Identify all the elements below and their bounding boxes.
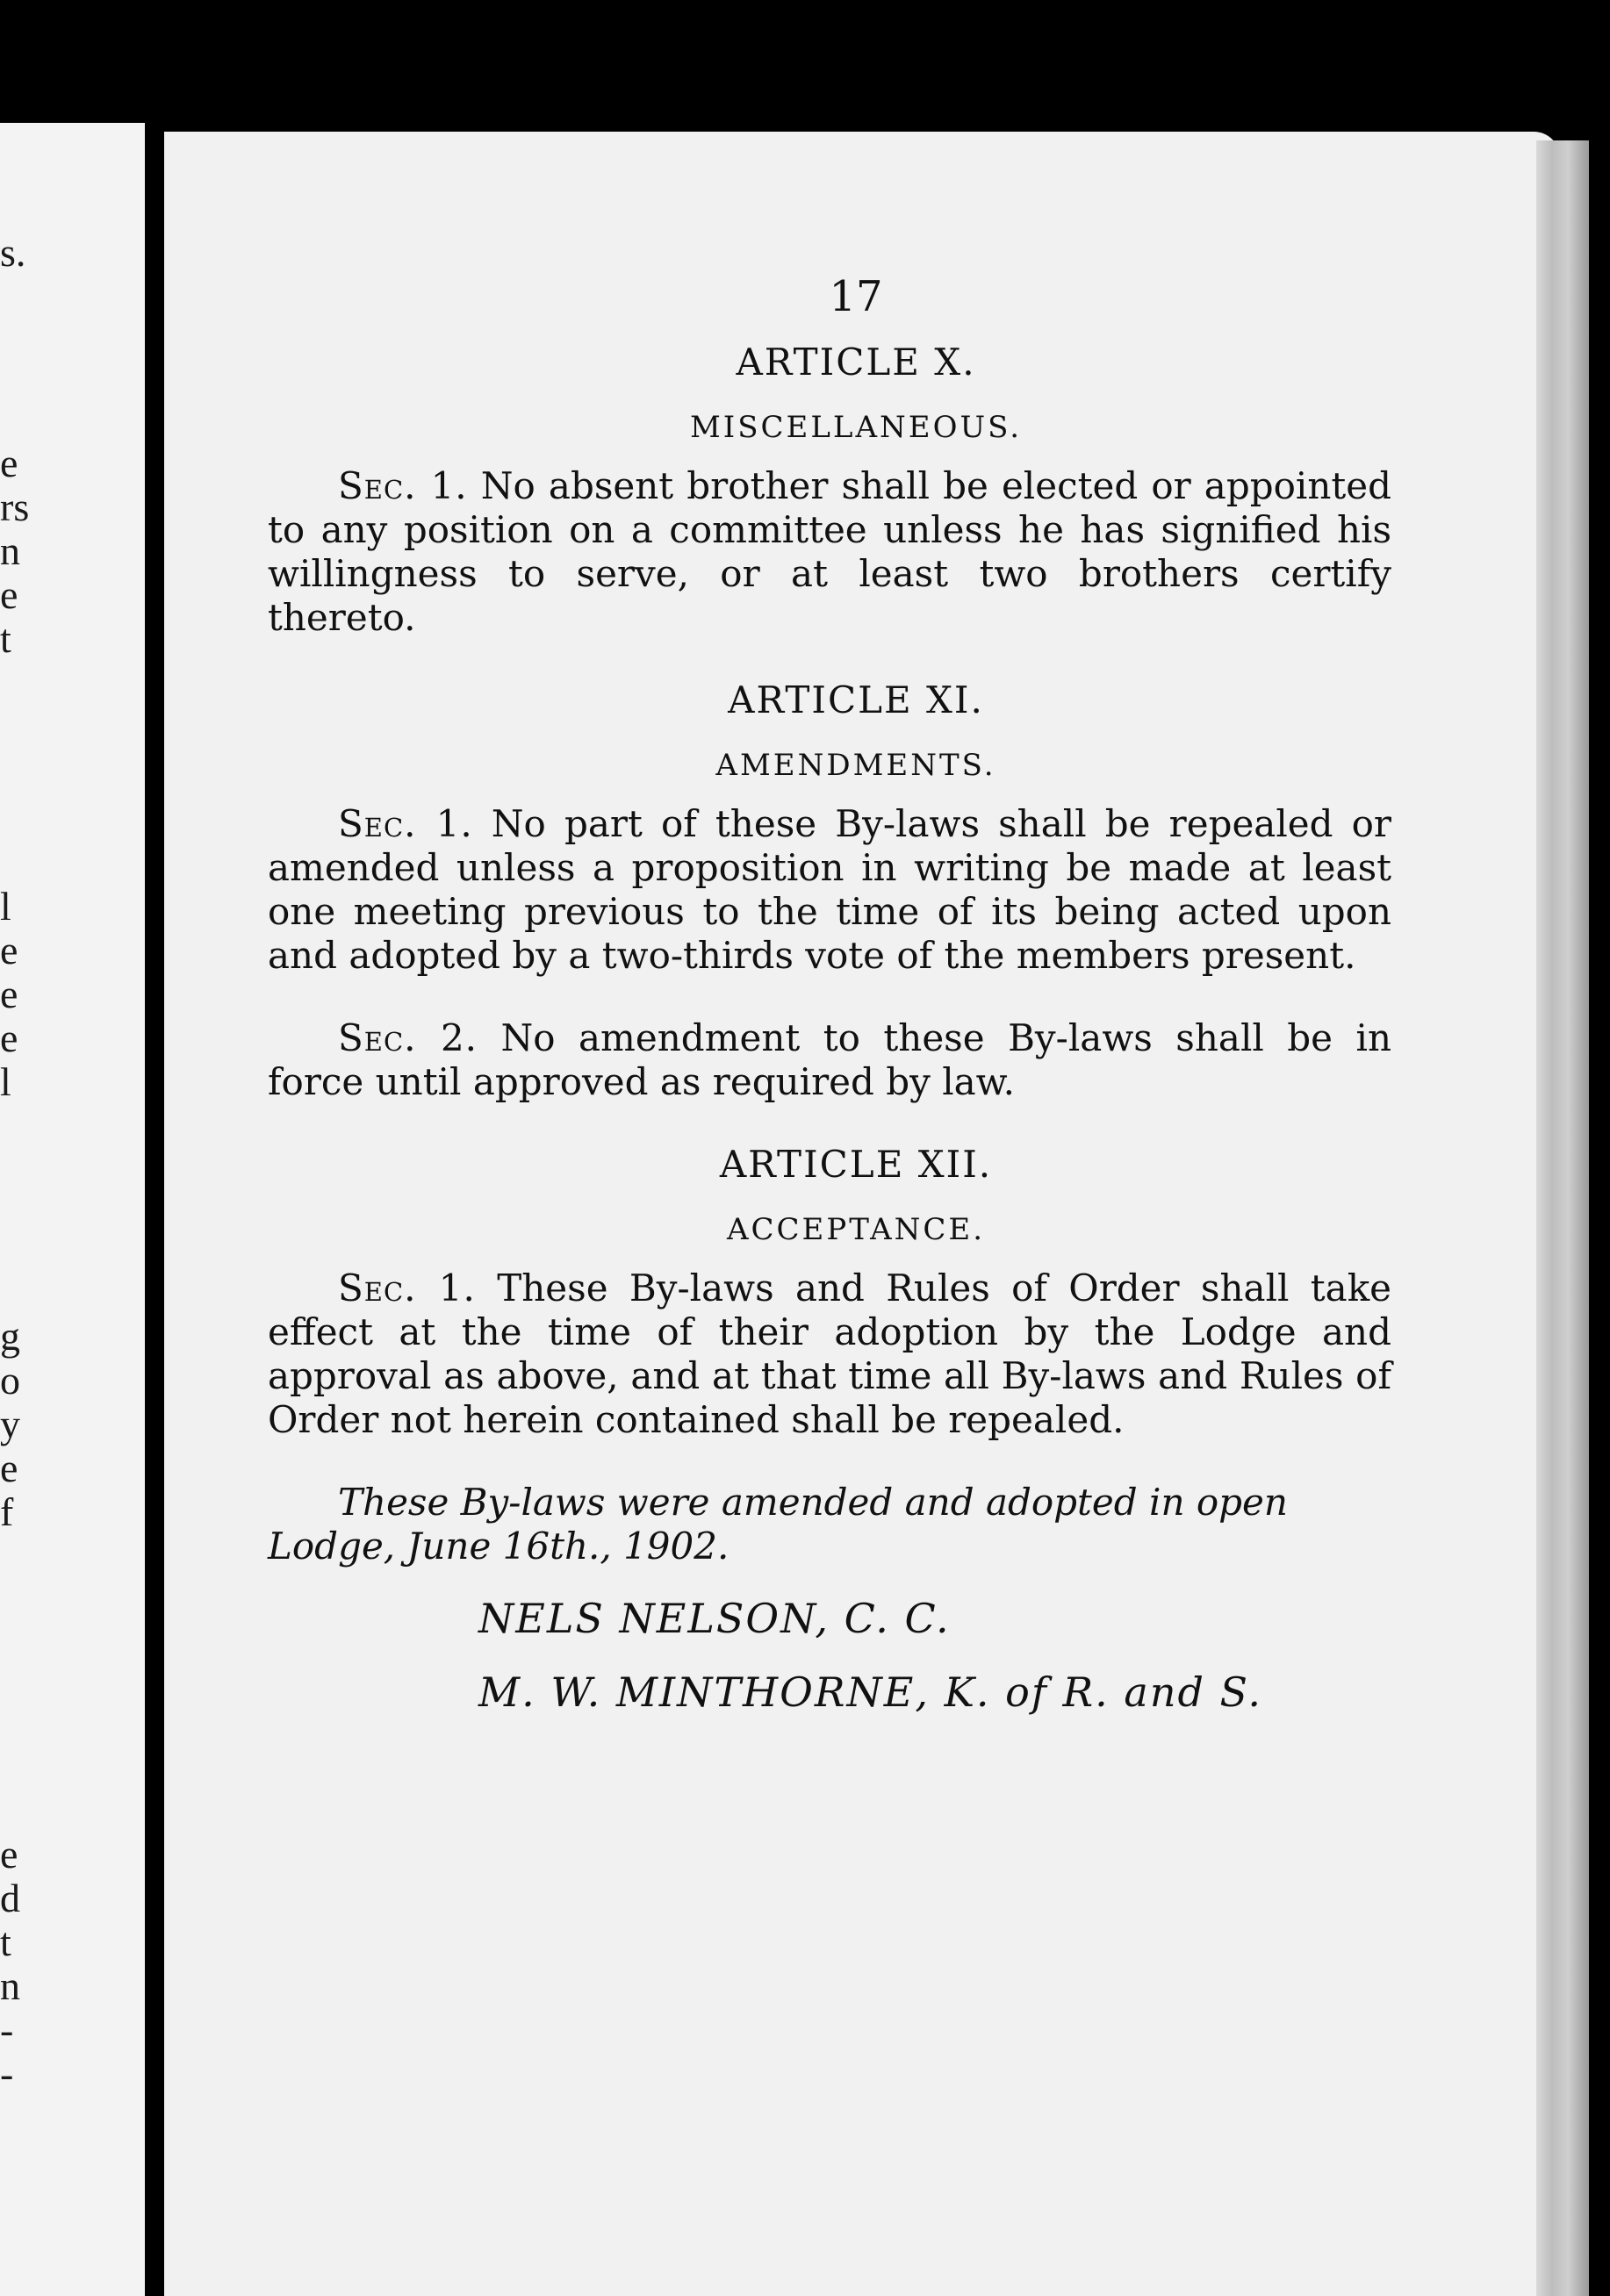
fragment-text: e <box>0 1832 18 1876</box>
section-label: Sec. 1. <box>338 464 468 507</box>
section-text: No absent brother shall be elected or appointed to any position on a committee unless he has signified his willingness to serve, or at least two brothers certify thereto. <box>268 464 1392 639</box>
facing-page-fragment <box>0 886 25 932</box>
facing-page-fragment <box>0 572 25 621</box>
fragment-text: e <box>0 572 18 617</box>
article-x-heading: ARTICLE X. <box>736 341 976 384</box>
facing-page-fragment <box>0 443 25 489</box>
facing-page-fragment <box>0 1015 25 1064</box>
fragment-text: o <box>0 1358 20 1403</box>
fragment-text: t <box>0 1919 11 1964</box>
facing-page-fragment <box>0 930 25 976</box>
facing-page-fragment <box>0 1314 25 1362</box>
fragment-text: l <box>0 1059 11 1104</box>
facing-page-fragment <box>0 1059 25 1108</box>
article-xi-section-2 <box>268 1016 1391 1104</box>
facing-page-fragment <box>0 1919 25 1968</box>
facing-page-fragment <box>0 1963 25 2012</box>
fragment-text: n <box>0 528 20 573</box>
signature-chancellor-commander: NELS NELSON, C. C. <box>478 1595 951 1642</box>
fragment-text: d <box>0 1876 20 1920</box>
facing-page-text-fragments <box>0 123 145 2296</box>
article-xii-section-1 <box>268 1266 1391 1442</box>
page-number: 17 <box>829 272 883 321</box>
article-xii-subheading: ACCEPTANCE. <box>726 1212 986 1247</box>
facing-page-fragment <box>0 1360 25 1406</box>
article-xi-subheading: AMENDMENTS. <box>715 748 996 783</box>
fragment-text: g <box>0 1314 20 1359</box>
facing-page-fragment <box>0 1448 25 1494</box>
fragment-text: n <box>0 1963 20 2008</box>
fragment-text: e <box>0 928 18 972</box>
fragment-text: y <box>0 1402 20 1446</box>
article-x-subheading: MISCELLANEOUS. <box>689 410 1023 445</box>
fragment-text: e <box>0 1015 18 1060</box>
article-x-section-1 <box>268 464 1391 640</box>
section-label: Sec. 2. <box>338 1016 478 1059</box>
section-label: Sec. 1. <box>338 1266 476 1309</box>
fragment-text: e <box>0 972 18 1016</box>
fragment-text: e <box>0 1446 18 1490</box>
adoption-note: These By-laws were amended and adopted in open Lodge, June 16th., 1902. <box>268 1481 1288 1568</box>
fragment-text: - <box>0 2007 14 2052</box>
page-edge-shadow <box>1536 140 1589 2296</box>
facing-page-strip <box>0 123 145 2296</box>
section-text: These By-laws and Rules of Order shall take effect at the time of their adoption by the Lodge and approval as above, and at that time all By-laws and Rules of Order not herein contained shall be repealed. <box>268 1266 1391 1441</box>
section-text: No amendment to these By-laws shall be in force until approved as required by law. <box>268 1016 1391 1103</box>
fragment-text: l <box>0 884 11 929</box>
facing-page-fragment <box>0 1404 25 1450</box>
facing-page-fragment <box>0 484 30 533</box>
article-xii-heading: ARTICLE XII. <box>719 1143 993 1186</box>
facing-page-fragment <box>0 230 26 278</box>
fragment-text: rs <box>0 484 30 529</box>
article-xi-section-1 <box>268 802 1391 978</box>
section-text: No part of these By-laws shall be repealed or amended unless a proposition in writing be made at least one meeting previous to the time of its being acted upon and adopted by a two-thirds vote of the members present. <box>268 802 1392 977</box>
signature-keeper-of-records: M. W. MINTHORNE, K. of R. and S. <box>478 1668 1263 1716</box>
facing-page-fragment <box>0 974 25 1020</box>
article-xi-heading: ARTICLE XI. <box>728 678 984 721</box>
facing-page-fragment <box>0 616 25 664</box>
facing-page-fragment <box>0 1834 25 1880</box>
fragment-text: s. <box>0 230 26 275</box>
facing-page-fragment <box>0 528 25 577</box>
fragment-text: t <box>0 616 11 661</box>
book-gutter <box>145 0 164 2296</box>
page-content <box>268 272 1391 1742</box>
facing-page-fragment <box>0 1489 25 1538</box>
fragment-text: e <box>0 441 18 485</box>
fragment-text: - <box>0 2051 14 2096</box>
facing-page-fragment <box>0 2007 25 2056</box>
facing-page-fragment <box>0 1878 25 1924</box>
fragment-text: f <box>0 1489 14 1534</box>
section-label: Sec. 1. <box>338 802 473 845</box>
facing-page-fragment <box>0 2051 25 2099</box>
